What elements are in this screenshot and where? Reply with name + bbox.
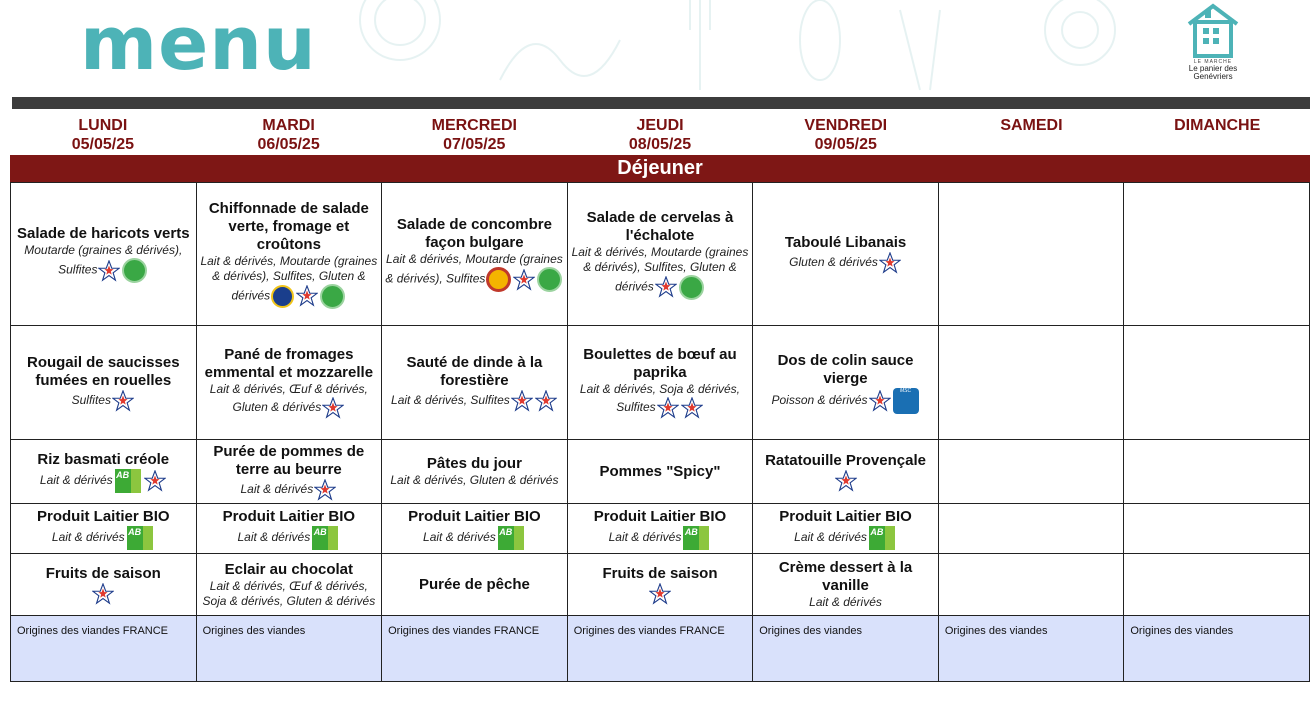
dish-name: Produit Laitier BIO bbox=[222, 507, 356, 525]
menu-cell bbox=[196, 326, 382, 440]
allergen-info bbox=[199, 254, 380, 309]
dish-name: Riz basmati créole bbox=[37, 450, 170, 468]
fabrique-france-star-icon bbox=[535, 390, 557, 412]
eu-organic-leaf bbox=[514, 526, 524, 550]
menu-cell bbox=[567, 504, 753, 554]
allergen-text: Lait & dérivés bbox=[608, 529, 682, 544]
allergen-text: Lait & dérivés, Moutarde (graines & dérivés), Sulfites, Gluten & dérivés bbox=[200, 253, 378, 303]
fabrique-france-star-icon bbox=[649, 583, 671, 605]
dish-name: Fruits de saison bbox=[45, 564, 161, 582]
allergen-info bbox=[755, 388, 936, 414]
menu-cell bbox=[938, 326, 1124, 440]
row-origins bbox=[11, 616, 1310, 682]
menu-cell bbox=[196, 554, 382, 616]
day-date: 05/05/25 bbox=[71, 136, 134, 153]
allergen-text: Sulfites bbox=[71, 392, 111, 407]
dish-name: Rougail de saucisses fumées en rouelles bbox=[26, 353, 180, 389]
day-header-lundi bbox=[10, 116, 196, 156]
menu-grid bbox=[10, 182, 1310, 682]
dish-name: Dos de colin sauce vierge bbox=[777, 351, 914, 387]
eu-organic-leaf bbox=[143, 526, 153, 550]
day-header-mercredi bbox=[381, 116, 567, 156]
dish-name: Produit Laitier BIO bbox=[37, 507, 170, 525]
menu-cell bbox=[938, 183, 1124, 326]
day-name: DIMANCHE bbox=[1174, 117, 1261, 134]
agriculture-biologique-icon bbox=[114, 469, 142, 493]
menu-cell bbox=[11, 326, 197, 440]
allergen-text: Poisson & dérivés bbox=[771, 392, 868, 407]
day-header-mardi bbox=[196, 116, 382, 156]
menu-cell bbox=[1124, 440, 1310, 504]
meat-origin-cell: Origines des viandes FRANCE bbox=[567, 616, 753, 682]
menu-cell bbox=[196, 504, 382, 554]
menu-cell bbox=[1124, 554, 1310, 616]
dish-name: Purée de pêche bbox=[418, 575, 530, 593]
menu-cell bbox=[382, 554, 568, 616]
day-date: 08/05/25 bbox=[628, 136, 692, 153]
hve-label-icon bbox=[537, 267, 562, 292]
allergen-info bbox=[384, 252, 565, 292]
dish-name: Salade de cervelas à l'échalote bbox=[586, 208, 734, 244]
menu-cell bbox=[11, 440, 197, 504]
allergen-info bbox=[384, 473, 565, 488]
hve-label-icon bbox=[679, 275, 704, 300]
menu-cell bbox=[567, 183, 753, 326]
menu-cell bbox=[938, 440, 1124, 504]
menu-title: menu bbox=[80, 1, 317, 87]
eu-organic-leaf bbox=[699, 526, 709, 550]
dish-name: Sauté de dinde à la forestière bbox=[406, 353, 543, 389]
allergen-text: Lait & dérivés bbox=[237, 529, 311, 544]
meat-origin-cell: Origines des viandes bbox=[938, 616, 1124, 682]
allergen-text: Lait & dérivés bbox=[809, 595, 882, 609]
ab-logo: AB bbox=[869, 526, 885, 550]
allergen-info bbox=[570, 583, 751, 605]
ab-logo: AB bbox=[498, 526, 514, 550]
fabrique-france-star-icon bbox=[296, 285, 318, 307]
menu-cell bbox=[11, 183, 197, 326]
fabrique-france-star-icon bbox=[879, 252, 901, 274]
day-date: 09/05/25 bbox=[814, 136, 877, 153]
ab-logo: AB bbox=[115, 469, 131, 493]
dish-name: Pommes "Spicy" bbox=[599, 462, 721, 480]
allergen-info bbox=[755, 470, 936, 492]
house-logo-icon bbox=[1183, 2, 1243, 58]
allergen-text: Lait & dérivés, Soja & dérivés, Sulfites bbox=[579, 382, 740, 415]
allergen-info bbox=[384, 390, 565, 412]
hve-label-icon bbox=[122, 258, 147, 283]
allergen-text: Lait & dérivés bbox=[39, 472, 113, 487]
dish-name: Pâtes du jour bbox=[426, 455, 522, 472]
row-plat bbox=[11, 326, 1310, 440]
agriculture-biologique-icon bbox=[497, 526, 525, 550]
agriculture-biologique-icon bbox=[126, 526, 154, 550]
menu-cell bbox=[382, 504, 568, 554]
fabrique-france-star-icon bbox=[657, 397, 679, 419]
dish-name: Fruits de saison bbox=[602, 564, 718, 582]
eu-organic-leaf bbox=[328, 526, 338, 550]
allergen-text: Moutarde (graines & dérivés), Sulfites bbox=[24, 243, 183, 277]
menu-cell bbox=[938, 504, 1124, 554]
agriculture-biologique-icon bbox=[868, 526, 896, 550]
allergen-info bbox=[199, 382, 380, 419]
meat-origin-cell: Origines des viandes bbox=[196, 616, 382, 682]
allergen-info bbox=[570, 245, 751, 300]
menu-cell bbox=[11, 504, 197, 554]
meat-origin-cell: Origines des viandes FRANCE bbox=[11, 616, 197, 682]
allergen-text: Lait & dérivés, Gluten & dérivés bbox=[390, 473, 559, 487]
agriculture-biologique-icon bbox=[311, 526, 339, 550]
allergen-text: Lait & dérivés bbox=[51, 529, 125, 544]
menu-cell bbox=[567, 554, 753, 616]
allergen-text: Lait & dérivés bbox=[423, 529, 496, 544]
day-name: VENDREDI bbox=[804, 117, 888, 134]
menu-cell bbox=[1124, 183, 1310, 326]
day-date: 06/05/25 bbox=[257, 136, 320, 153]
day-name: JEUDI bbox=[636, 117, 684, 134]
day-headers bbox=[10, 116, 1310, 156]
eu-organic-leaf bbox=[885, 526, 895, 550]
hve-label-icon bbox=[320, 284, 345, 309]
menu-cell bbox=[753, 326, 939, 440]
allergen-text: Lait & dérivés, Moutarde (graines & dérivés), Sulfites, Gluten & dérivés bbox=[571, 244, 749, 294]
day-header-vendredi bbox=[753, 116, 939, 156]
logo-name-line1: Le panier des bbox=[1188, 64, 1238, 73]
dish-name: Purée de pommes de terre au beurre bbox=[213, 442, 365, 478]
day-name: MERCREDI bbox=[431, 117, 517, 134]
agriculture-biologique-icon bbox=[682, 526, 710, 550]
row-accompagnement bbox=[11, 440, 1310, 504]
top-divider-bar bbox=[12, 97, 1310, 109]
menu-cell bbox=[567, 326, 753, 440]
allergen-info bbox=[199, 479, 380, 501]
row-dessert bbox=[11, 554, 1310, 616]
dish-name: Crème dessert à la vanille bbox=[778, 559, 913, 594]
allergen-info bbox=[13, 390, 194, 412]
row-laitier bbox=[11, 504, 1310, 554]
menu-cell bbox=[753, 183, 939, 326]
dish-name: Eclair au chocolat bbox=[224, 560, 354, 578]
logo bbox=[1178, 2, 1248, 94]
fabrique-france-star-icon bbox=[835, 470, 857, 492]
day-name: SAMEDI bbox=[1000, 117, 1063, 134]
allergen-info bbox=[199, 579, 380, 609]
allergen-text: Lait & dérivés bbox=[794, 529, 867, 544]
menu-cell bbox=[382, 326, 568, 440]
allergen-info bbox=[755, 252, 936, 274]
dish-name: Boulettes de bœuf au paprika bbox=[583, 346, 737, 381]
ab-logo: AB bbox=[683, 526, 699, 550]
menu-cell bbox=[753, 554, 939, 616]
allergen-text: Lait & dérivés bbox=[240, 481, 314, 496]
allergen-info bbox=[384, 526, 565, 550]
menu-cell bbox=[11, 554, 197, 616]
menu-cell bbox=[382, 183, 568, 326]
allergen-info bbox=[570, 382, 751, 419]
menu-cell bbox=[1124, 504, 1310, 554]
allergen-text: Lait & dérivés, Œuf & dérivés, Soja & dérivés, Gluten & dérivés bbox=[202, 578, 376, 608]
menu-cell bbox=[753, 440, 939, 504]
allergen-text: Lait & dérivés, Moutarde (graines & dérivés), Sulfites bbox=[385, 252, 563, 286]
row-entree bbox=[11, 183, 1310, 326]
allergen-info bbox=[13, 526, 194, 550]
fabrique-france-star-icon bbox=[98, 260, 120, 282]
msc-label-icon: MSC bbox=[893, 388, 919, 414]
allergen-info bbox=[13, 583, 194, 605]
day-date: 07/05/25 bbox=[443, 136, 506, 153]
fabrique-france-star-icon bbox=[869, 390, 891, 412]
fabrique-france-star-icon bbox=[92, 583, 114, 605]
ab-logo: AB bbox=[127, 526, 143, 550]
dish-name: Produit Laitier BIO bbox=[408, 507, 541, 525]
allergen-text: Lait & dérivés, Œuf & dérivés, Gluten & dérivés bbox=[209, 382, 368, 415]
dish-name: Taboulé Libanais bbox=[784, 234, 907, 251]
day-header-samedi bbox=[939, 116, 1125, 156]
menu-cell bbox=[938, 554, 1124, 616]
fabrique-france-star-icon bbox=[511, 390, 533, 412]
meat-origin-cell: Origines des viandes bbox=[753, 616, 939, 682]
day-name: MARDI bbox=[262, 117, 315, 134]
meat-origin-cell: Origines des viandes bbox=[1124, 616, 1310, 682]
dish-name: Ratatouille Provençale bbox=[765, 451, 926, 469]
allergen-text: Lait & dérivés, Sulfites bbox=[391, 392, 510, 407]
allergen-info bbox=[13, 469, 194, 493]
logo-name-line2: Genévriers bbox=[1193, 72, 1233, 81]
fabrique-france-star-icon bbox=[513, 269, 535, 291]
fabrique-france-star-icon bbox=[322, 397, 344, 419]
dish-name: Chiffonnade de salade verte, fromage et croûtons bbox=[208, 199, 369, 253]
eu-organic-leaf bbox=[131, 469, 141, 493]
food-illustration-background bbox=[300, 0, 1180, 96]
dish-name: Salade de haricots verts bbox=[16, 225, 190, 242]
allergen-text: Gluten & dérivés bbox=[789, 255, 878, 270]
allergen-info bbox=[13, 243, 194, 283]
fabrique-france-star-icon bbox=[681, 397, 703, 419]
allergen-info bbox=[570, 526, 751, 550]
allergen-info bbox=[755, 526, 936, 550]
fabrique-france-star-icon bbox=[314, 479, 336, 501]
logo-tag: LE MARCHE bbox=[1193, 59, 1233, 65]
fabrique-france-star-icon bbox=[655, 276, 677, 298]
dish-name: Pané de fromages emmental et mozzarelle bbox=[204, 346, 374, 381]
menu-cell bbox=[196, 440, 382, 504]
aop-label-icon bbox=[486, 267, 511, 292]
dish-name: Produit Laitier BIO bbox=[779, 507, 912, 525]
menu-cell bbox=[382, 440, 568, 504]
day-name: LUNDI bbox=[78, 117, 128, 134]
menu-cell bbox=[753, 504, 939, 554]
menu-cell bbox=[1124, 326, 1310, 440]
fabrique-france-star-icon bbox=[112, 390, 134, 412]
label-rouge-icon bbox=[271, 285, 294, 308]
allergen-info bbox=[199, 526, 380, 550]
menu-cell bbox=[196, 183, 382, 326]
allergen-info bbox=[755, 595, 936, 610]
day-header-dimanche bbox=[1124, 116, 1310, 156]
day-header-jeudi bbox=[567, 116, 753, 156]
ab-logo: AB bbox=[312, 526, 328, 550]
dish-name: Salade de concombre façon bulgare bbox=[396, 216, 552, 251]
fabrique-france-star-icon bbox=[144, 470, 166, 492]
dish-name: Produit Laitier BIO bbox=[593, 507, 727, 525]
meal-band: Déjeuner bbox=[10, 155, 1310, 182]
meat-origin-cell: Origines des viandes FRANCE bbox=[382, 616, 568, 682]
menu-cell bbox=[567, 440, 753, 504]
